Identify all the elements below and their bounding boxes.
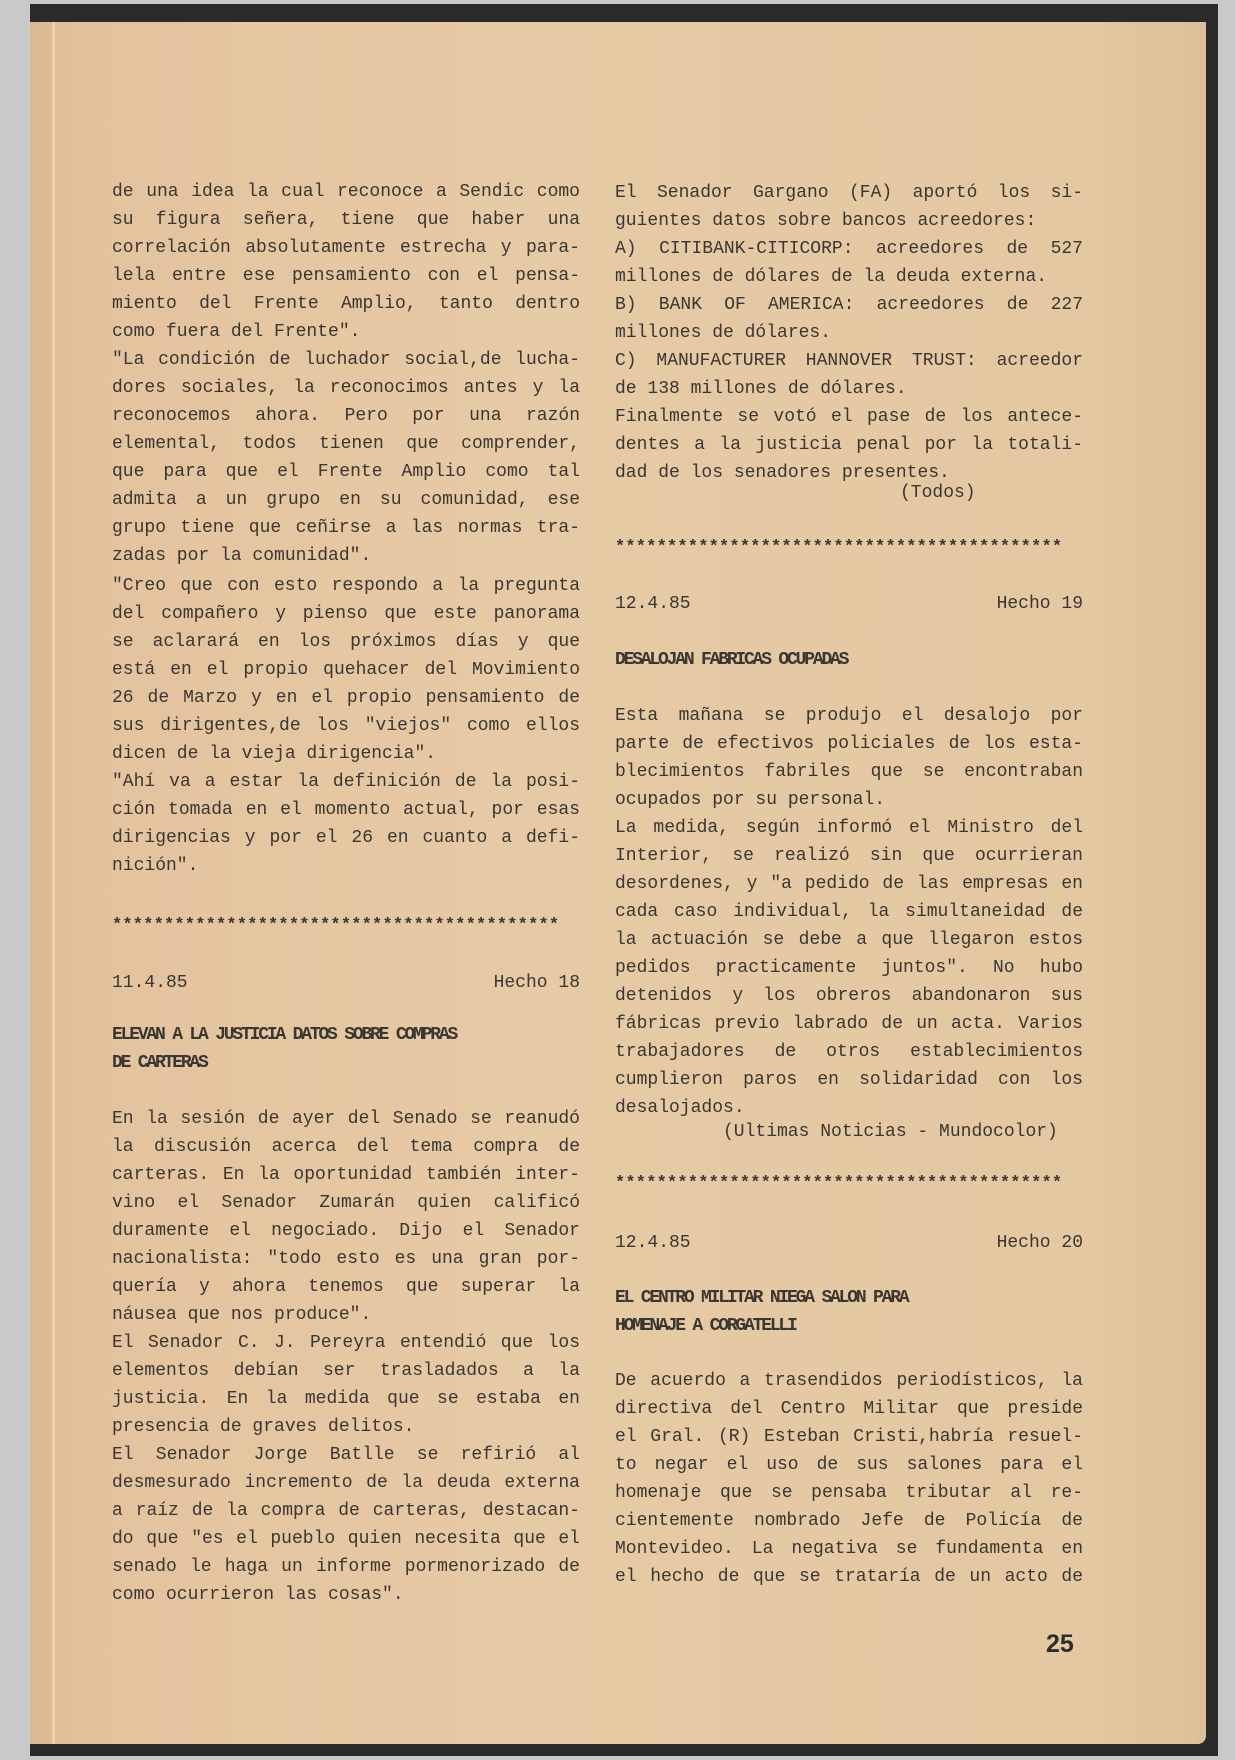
text-line: C) MANUFACTURER HANNOVER TRUST: acreedor — [615, 351, 1083, 371]
text-line: que para que el Frente Amplio como tal — [112, 462, 580, 482]
text-line: sus dirigentes,de los "viejos" como ellos — [112, 716, 580, 736]
text-line: B) BANK OF AMERICA: acreedores de 227 — [615, 295, 1083, 315]
text-line: Montevideo. La negativa se fundamenta en — [615, 1539, 1083, 1559]
text-line: elementos debían ser trasladados a la — [112, 1361, 580, 1381]
separator: ******************************************* — [615, 1174, 1063, 1193]
article-date-row — [615, 590, 1083, 618]
text-line: grupo tiene que ceñirse a las normas tra- — [112, 518, 580, 538]
text-line: dad de los senadores presentes. — [615, 463, 950, 483]
text-line: Esta mañana se produjo el desalojo por — [615, 706, 1083, 726]
text-line: to negar el uso de sus salones para el — [615, 1455, 1083, 1475]
article-number: Hecho 18 — [493, 973, 580, 993]
text-line: como ocurrieron las cosas". — [112, 1585, 404, 1605]
text-line: El Senador Jorge Batlle se refirió al — [112, 1445, 580, 1465]
text-line: dores sociales, la reconocimos antes y la — [112, 378, 580, 398]
article-date-row — [615, 1229, 1083, 1257]
text-line: reconocemos ahora. Pero por una razón — [112, 406, 580, 426]
text-line: pedidos practicamente juntos". No hubo — [615, 958, 1083, 978]
text-line: cada caso individual, la simultaneidad de — [615, 902, 1083, 922]
text-line: Finalmente se votó el pase de los antece- — [615, 407, 1083, 427]
text-line: "Creo que con esto respondo a la pregunta — [112, 576, 580, 596]
text-line: su figura señera, tiene que haber una — [112, 210, 580, 230]
text-line: "La condición de luchador social,de lucha- — [112, 350, 580, 370]
article-date: 12.4.85 — [615, 1233, 691, 1253]
text-line: dirigencias y por el 26 en cuanto a defi- — [112, 828, 580, 848]
text-line: presencia de graves delitos. — [112, 1417, 415, 1437]
article-date-row — [112, 969, 580, 997]
text-line: la actuación se debe a que llegaron estos — [615, 930, 1083, 950]
text-line: como fuera del Frente". — [112, 322, 361, 342]
text-line: trabajadores de otros establecimientos — [615, 1042, 1083, 1062]
text-line: senado le haga un informe pormenorizado de — [112, 1557, 580, 1577]
text-line: cientemente nombrado Jefe de Policía de — [615, 1511, 1083, 1531]
article-body — [112, 1105, 580, 1609]
text-line: nición". — [112, 856, 199, 876]
text-line: ción tomada en el momento actual, por esas — [112, 800, 580, 820]
page-number: 25 — [1046, 1630, 1074, 1658]
source-credit: (Todos) — [900, 483, 976, 503]
text-line: a raíz de la compra de carteras, destacan- — [112, 1501, 580, 1521]
separator: ******************************************* — [112, 916, 560, 935]
text-line: Interior, se realizó sin que ocurrieran — [615, 846, 1083, 866]
left-intro-quote — [112, 572, 580, 880]
text-line: directiva del Centro Militar que preside — [615, 1399, 1083, 1419]
right-continuation — [615, 179, 1083, 487]
text-line: zadas por la comunidad". — [112, 546, 372, 566]
text-line: duramente el negociado. Dijo el Senador — [112, 1221, 580, 1241]
text-line: parte de efectivos policiales de los esta- — [615, 734, 1083, 754]
text-line: El Senador Gargano (FA) aportó los si- — [615, 183, 1083, 203]
text-line: miento del Frente Amplio, tanto dentro — [112, 294, 580, 314]
article-headline — [112, 1021, 580, 1077]
text-line: desmesurado incremento de la deuda externa — [112, 1473, 580, 1493]
text-line: ocupados por su personal. — [615, 790, 886, 810]
text-line: está en el propio quehacer del Movimiento — [112, 660, 580, 680]
text-line: vino el Senador Zumarán quien calificó — [112, 1193, 580, 1213]
text-line: correlación absolutamente estrecha y para- — [112, 238, 580, 258]
left-intro — [112, 178, 580, 570]
text-line: desalojados. — [615, 1098, 745, 1118]
text-line: el Gral. (R) Esteban Cristi,habría resuel- — [615, 1427, 1083, 1447]
article-date: 12.4.85 — [615, 594, 691, 614]
article-number: Hecho 20 — [996, 1233, 1083, 1253]
separator: ******************************************* — [615, 538, 1063, 557]
headline-line: DE CARTERAS — [112, 1053, 207, 1073]
text-line: del compañero y pienso que este panorama — [112, 604, 580, 624]
text-line: de una idea la cual reconoce a Sendic como — [112, 182, 580, 202]
text-line: náusea que nos produce". — [112, 1305, 372, 1325]
text-line: En la sesión de ayer del Senado se reanudó — [112, 1109, 580, 1129]
article-body — [615, 1367, 1083, 1591]
text-line: fábricas previo labrado de un acta. Varios — [615, 1014, 1083, 1034]
text-line: desordenes, y "a pedido de las empresas en — [615, 874, 1083, 894]
text-line: dicen de la vieja dirigencia". — [112, 744, 437, 764]
headline-line: ELEVAN A LA JUSTICIA DATOS SOBRE COMPRAS — [112, 1025, 457, 1045]
text-line: dentes a la justicia penal por la totali- — [615, 435, 1083, 455]
text-line: nacionalista: "todo esto es una gran por- — [112, 1249, 580, 1269]
text-line: La medida, según informó el Ministro del — [615, 818, 1083, 838]
text-line: blecimientos fabriles que se encontraban — [615, 762, 1083, 782]
text-line: do que "es el pueblo quien necesita que el — [112, 1529, 580, 1549]
headline-line: DESALOJAN FABRICAS OCUPADAS — [615, 650, 848, 670]
article-number: Hecho 19 — [996, 594, 1083, 614]
text-line: la discusión acerca del tema compra de — [112, 1137, 580, 1157]
text-line: guientes datos sobre bancos acreedores: — [615, 211, 1037, 231]
text-line: justicia. En la medida que se estaba en — [112, 1389, 580, 1409]
text-line: "Ahí va a estar la definición de la posi- — [112, 772, 580, 792]
article-body — [615, 702, 1083, 1122]
text-line: se aclarará en los próximos días y que — [112, 632, 580, 652]
text-line: detenidos y los obreros abandonaron sus — [615, 986, 1083, 1006]
text-line: lela entre ese pensamiento con el pensa- — [112, 266, 580, 286]
text-line: 26 de Marzo y en el propio pensamiento de — [112, 688, 580, 708]
text-line: quería y ahora tenemos que superar la — [112, 1277, 580, 1297]
headline-line: HOMENAJE A CORGATELLI — [615, 1316, 796, 1336]
text-line: cumplieron paros en solidaridad con los — [615, 1070, 1083, 1090]
text-line: El Senador C. J. Pereyra entendió que los — [112, 1333, 580, 1353]
article-date: 11.4.85 — [112, 973, 188, 993]
binding-edge — [52, 22, 55, 1744]
text-line: homenaje que se pensaba tributar al re- — [615, 1483, 1083, 1503]
source-credit: (Ultimas Noticias - Mundocolor) — [723, 1122, 1058, 1142]
text-line: De acuerdo a trasendidos periodísticos, la — [615, 1371, 1083, 1391]
article-headline — [615, 1284, 1083, 1340]
article-headline — [615, 646, 1083, 674]
text-line: admita a un grupo en su comunidad, ese — [112, 490, 580, 510]
headline-line: EL CENTRO MILITAR NIEGA SALON PARA — [615, 1288, 908, 1308]
text-line: millones de dólares de la deuda externa. — [615, 267, 1048, 287]
text-line: millones de dólares. — [615, 323, 832, 343]
text-line: elemental, todos tienen que comprender, — [112, 434, 580, 454]
text-line: A) CITIBANK-CITICORP: acreedores de 527 — [615, 239, 1083, 259]
text-line: carteras. En la oportunidad también inter- — [112, 1165, 580, 1185]
text-line: el hecho de que se trataría de un acto de — [615, 1567, 1083, 1587]
text-line: de 138 millones de dólares. — [615, 379, 907, 399]
